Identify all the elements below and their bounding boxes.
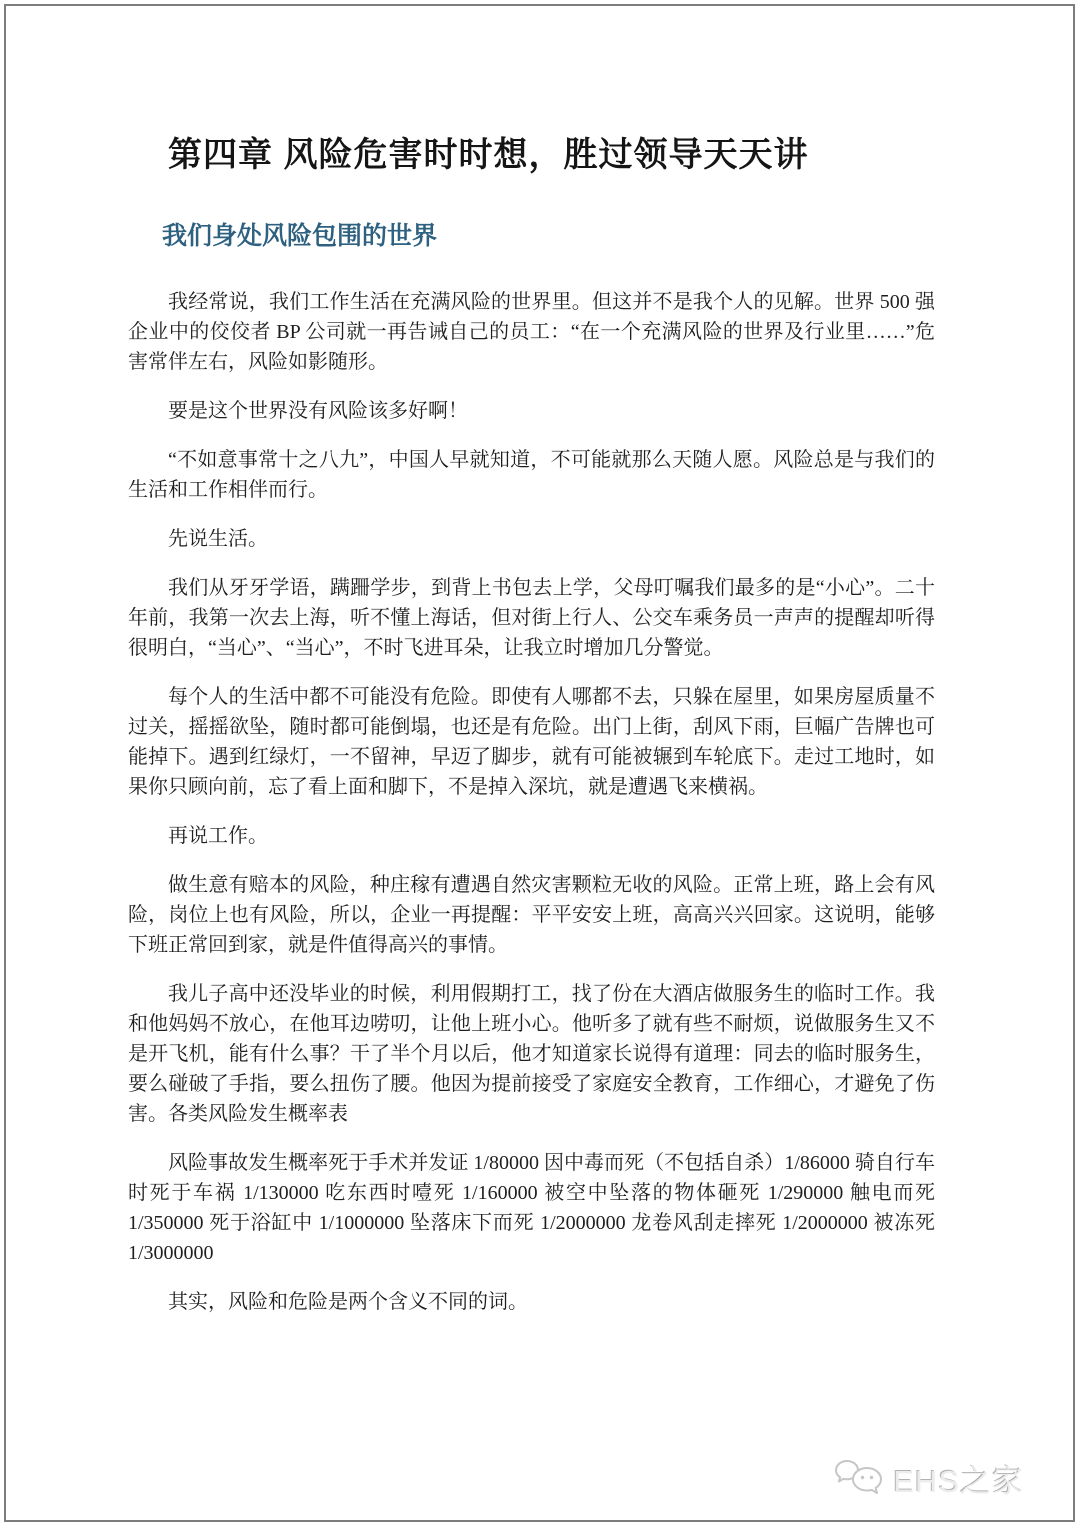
paragraph: 风险事故发生概率死于手术并发证 1/80000 因中毒而死（不包括自杀）1/86000 骑自行车时死于车祸 1/130000 吃东西时噎死 1/160000 被空中坠落的物体砸死 1/290000 触电而死 1/350000 死于浴缸中 1/1000000 坠落床下而死 1/2000000 龙卷风刮走摔死 1/2000000 被冻死 1/3000000 — [128, 1152, 935, 1264]
section-heading: 我们身处风险包围的世界 — [162, 222, 438, 250]
paragraph: 我儿子高中还没毕业的时候，利用假期打工，找了份在大酒店做服务生的临时工作。我和他妈妈不放心，在他耳边唠叨，让他上班小心。他听多了就有些不耐烦，说做服务生又不是开飞机，能有什么事？干了半个月以后，他才知道家长说得有道理：同去的临时服务生，要么碰破了手指，要么扭伤了腰。他因为提前接受了家庭安全教育，工作细心，才避免了伤害。各类风险发生概率表 — [128, 983, 935, 1125]
body-text — [128, 287, 935, 1317]
paragraph: 先说生活。 — [168, 528, 268, 550]
wechat-icon — [834, 1458, 888, 1500]
paragraph: 我们从牙牙学语，蹒跚学步，到背上书包去上学，父母叮嘱我们最多的是“小心”。二十年前，我第一次去上海，听不懂上海话，但对街上行人、公交车乘务员一声声的提醒却听得很明白，“当心”、“当心”，不时飞进耳朵，让我立时增加几分警觉。 — [128, 577, 935, 659]
paragraph: 其实，风险和危险是两个含义不同的词。 — [168, 1291, 528, 1313]
paragraph: 我经常说，我们工作生活在充满风险的世界里。但这并不是我个人的见解。世界 500 强企业中的佼佼者 BP 公司就一再告诫自己的员工：“在一个充满风险的世界及行业里……”危害常伴左右，风险如影随形。 — [128, 291, 935, 373]
page-content — [128, 0, 935, 1336]
paragraph: 每个人的生活中都不可能没有危险。即使有人哪都不去，只躲在屋里，如果房屋质量不过关，摇摇欲坠，随时都可能倒塌，也还是有危险。出门上街，刮风下雨，巨幅广告牌也可能掉下。遇到红绿灯，一不留神，早迈了脚步，就有可能被辗到车轮底下。走过工地时，如果你只顾向前，忘了看上面和脚下，不是掉入深坑，就是遭遇飞来横祸。 — [128, 686, 935, 798]
paragraph: 要是这个世界没有风险该多好啊！ — [168, 400, 468, 422]
watermark — [834, 1456, 1024, 1501]
chapter-title: 第四章 风险危害时时想，胜过领导天天讲 — [168, 136, 809, 174]
paragraph: 再说工作。 — [168, 825, 268, 847]
watermark-label: EHS之家 — [893, 1464, 1024, 1499]
paragraph: 做生意有赔本的风险，种庄稼有遭遇自然灾害颗粒无收的风险。正常上班，路上会有风险，岗位上也有风险，所以，企业一再提醒：平平安安上班，高高兴兴回家。这说明，能够下班正常回到家，就是件值得高兴的事情。 — [128, 874, 935, 956]
paragraph: “不如意事常十之八九”，中国人早就知道，不可能就那么天随人愿。风险总是与我们的生活和工作相伴而行。 — [128, 449, 935, 501]
